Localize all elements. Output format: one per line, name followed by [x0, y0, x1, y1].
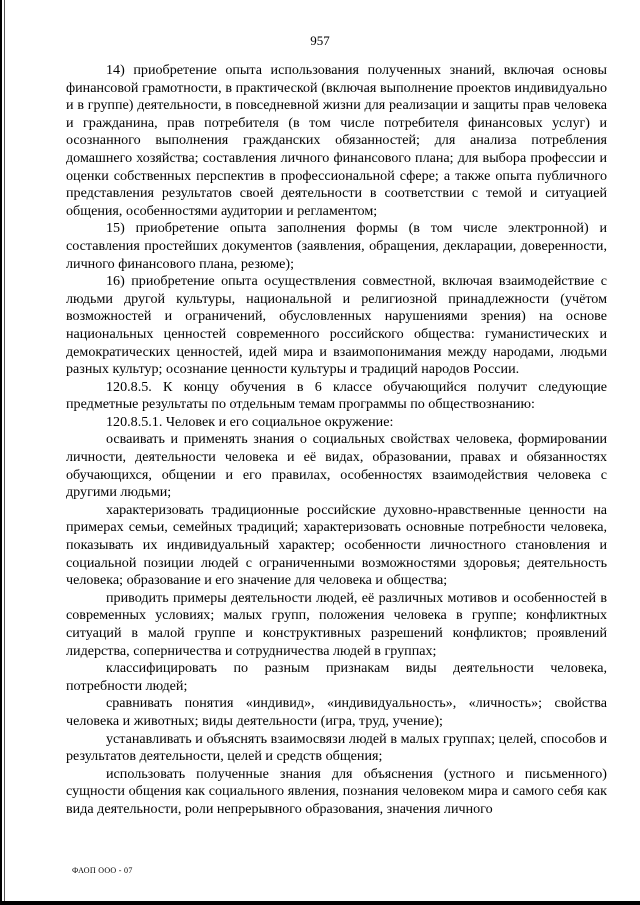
paragraph-120-8-5-1: 120.8.5.1. Человек и его социальное окружение: [106, 413, 394, 430]
paragraph-osvaivat: осваивать и применять знания о социальных свойствах человека, формировании личности, деятельности человека и её видах, образовании, правах и обязанностях обучающихся, общении и его правилах, особенностях взаимодействия человека с другими людьми; [66, 431, 607, 501]
paragraph-sravnivat: сравнивать понятия «индивид», «индивидуальность», «личность»; свойства человека и животных; виды деятельности (игра, труд, учение); [66, 695, 607, 729]
paragraph-harakterizovat: характеризовать традиционные российские духовно-нравственные ценности на примерах семьи, семейных традиций; характеризовать основные потребности человека, показывать их индивидуальный характер; особенности личностного становления и социальной позиции людей с ограниченными возможностями здоровья; деятельность человека; образование и его значение для человека и общества; [66, 501, 607, 589]
paragraph-14: 14) приобретение опыта использования полученных знаний, включая основы финансовой грамотности, в практической (включая выполнение проектов индивидуально и в группе) деятельности, в повседневной жизни для реализации и защиты прав человека и гражданина, прав потребителя (в том числе потребителя финансовых услуг) и осознанного выполнения гражданских обязанностей; для анализа потребления домашнего хозяйства; составления личного финансового плана; для выбора профессии и оценки собственных перспектив в профессиональной сфере; а также опыта публичного представления результатов своей деятельности в соответствии с темой и ситуацией общения, особенностями аудитории и регламентом; [66, 62, 607, 219]
footer-code: ФАОП ООО - 07 [72, 866, 133, 875]
paragraph-15: 15) приобретение опыта заполнения формы (в том числе электронной) и составления простейших документов (заявления, обращения, декларации, доверенности, личного финансового плана, резюме); [66, 220, 607, 272]
scan-left-edge-inner [4, 0, 5, 905]
page-number: 957 [310, 33, 330, 48]
paragraph-ustanavlivat: устанавливать и объяснять взаимосвязи людей в малых группах; целей, способов и результатов деятельности, целей и средств общения; [66, 730, 607, 765]
paragraph-16: 16) приобретение опыта осуществления совместной, включая взаимодействие с людьми другой культуры, национальной и религиозной принадлежности (учётом возможностей и ограничений, обусловленных нарушениями зрения) на основе национальных ценностей современного российского общества: гуманистических и демократических ценностей, идей мира и взаимопонимания между народами, людьми разных культур; осознание ценности культуры и традиций народов России. [66, 273, 607, 378]
paragraph-klassificirovat: классифицировать по разным признакам виды деятельности человека, потребности людей; [66, 660, 607, 694]
document-body [66, 62, 607, 819]
paragraph-120-8-5: 120.8.5. К концу обучения в 6 классе обучающийся получит следующие предметные результаты по отдельным темам программы по обществознанию: [66, 378, 607, 413]
paragraph-ispolzovat: использовать полученные знания для объяснения (устного и письменного) сущности общения как социального явления, познания человеком мира и самого себя как вида деятельности, роли непрерывного образования, значения личного [66, 765, 607, 817]
scan-bottom-edge [0, 901, 640, 905]
paragraph-privodit: приводить примеры деятельности людей, её различных мотивов и особенностей в современных условиях; малых групп, положения человека в группе; конфликтных ситуаций в малой группе и конструктивных разрешений конфликтов; проявлений лидерства, соперничества и сотрудничества людей в группах; [66, 589, 607, 659]
scan-left-edge [0, 0, 2, 905]
